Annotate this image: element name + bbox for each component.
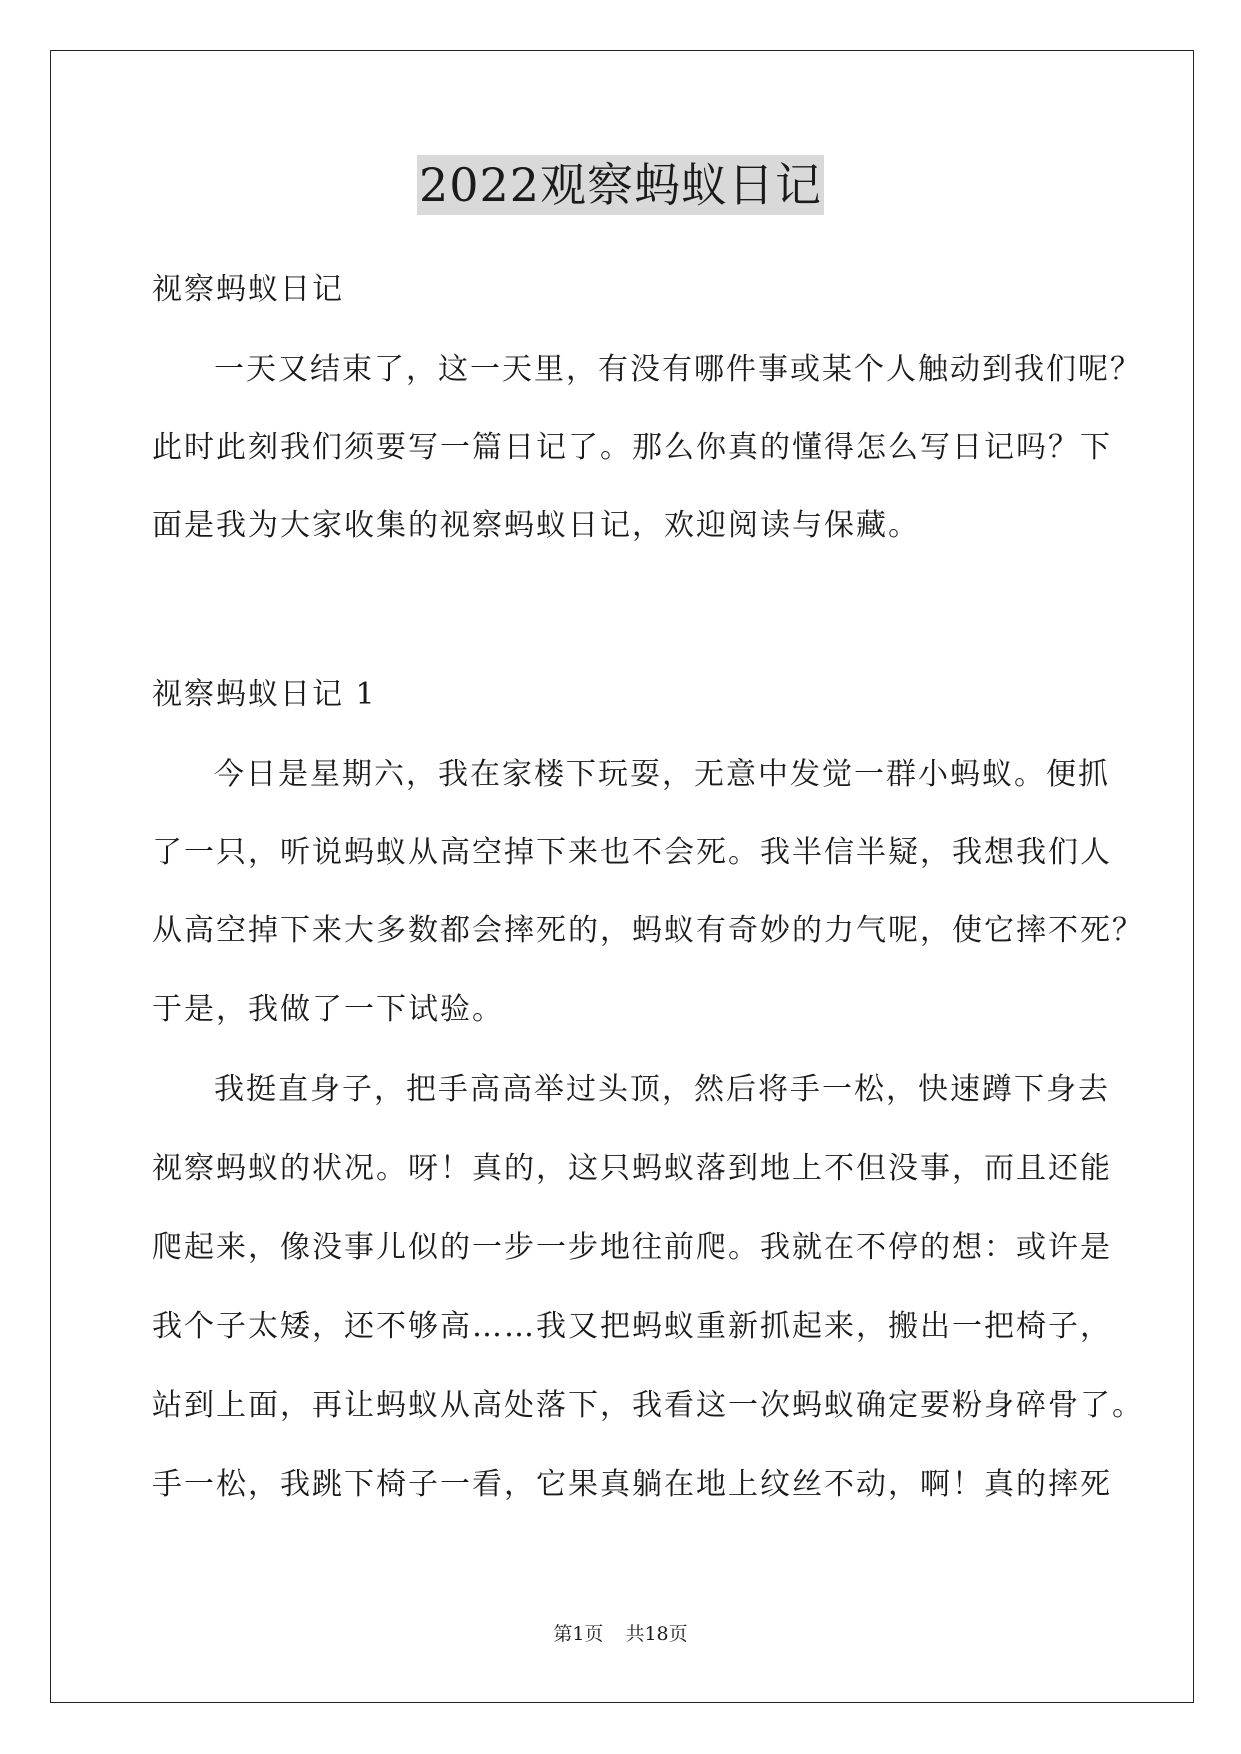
- section-heading: 视察蚂蚁日记 1: [152, 677, 377, 712]
- paragraph1-line-4: 于是，我做了一下试验。: [152, 992, 504, 1027]
- paragraph2-line-3: 爬起来，像没事儿似的一步一步地往前爬。我就在不停的想：或许是: [152, 1230, 1112, 1265]
- paragraph1-line-2: 了一只，听说蚂蚁从高空掉下来也不会死。我半信半疑，我想我们人: [152, 835, 1112, 870]
- paragraph1-line-1: 今日是星期六，我在家楼下玩耍，无意中发觉一群小蚂蚁。便抓: [214, 757, 1110, 792]
- title-wrap: [0, 155, 1241, 215]
- paragraph2-line-2: 视察蚂蚁的状况。呀！真的，这只蚂蚁落到地上不但没事，而且还能: [152, 1151, 1112, 1186]
- intro-line-1: 一天又结束了，这一天里，有没有哪件事或某个人触动到我们呢？: [214, 352, 1142, 387]
- intro-line-2: 此时此刻我们须要写一篇日记了。那么你真的懂得怎么写日记吗？下: [152, 430, 1112, 465]
- paragraph2-line-4: 我个子太矮，还不够高……我又把蚂蚁重新抓起来，搬出一把椅子，: [152, 1309, 1112, 1344]
- intro-line-3: 面是我为大家收集的视察蚂蚁日记，欢迎阅读与保藏。: [152, 508, 920, 543]
- paragraph1-line-3: 从高空掉下来大多数都会摔死的，蚂蚁有奇妙的力气呢，使它摔不死？: [152, 913, 1144, 948]
- paragraph2-line-1: 我挺直身子，把手高高举过头顶，然后将手一松，快速蹲下身去: [214, 1072, 1110, 1107]
- paragraph2-line-6: 手一松，我跳下椅子一看，它果真躺在地上纹丝不动，啊！真的摔死: [152, 1467, 1112, 1502]
- document-title: 2022观察蚂蚁日记: [417, 155, 824, 215]
- page-footer: [0, 1622, 1241, 1646]
- paragraph2-line-5: 站到上面，再让蚂蚁从高处落下，我看这一次蚂蚁确定要粉身碎骨了。: [152, 1388, 1144, 1423]
- page-number: 第1页: [553, 1623, 604, 1645]
- intro-heading: 视察蚂蚁日记: [152, 272, 344, 307]
- page-total: 共18页: [625, 1623, 688, 1645]
